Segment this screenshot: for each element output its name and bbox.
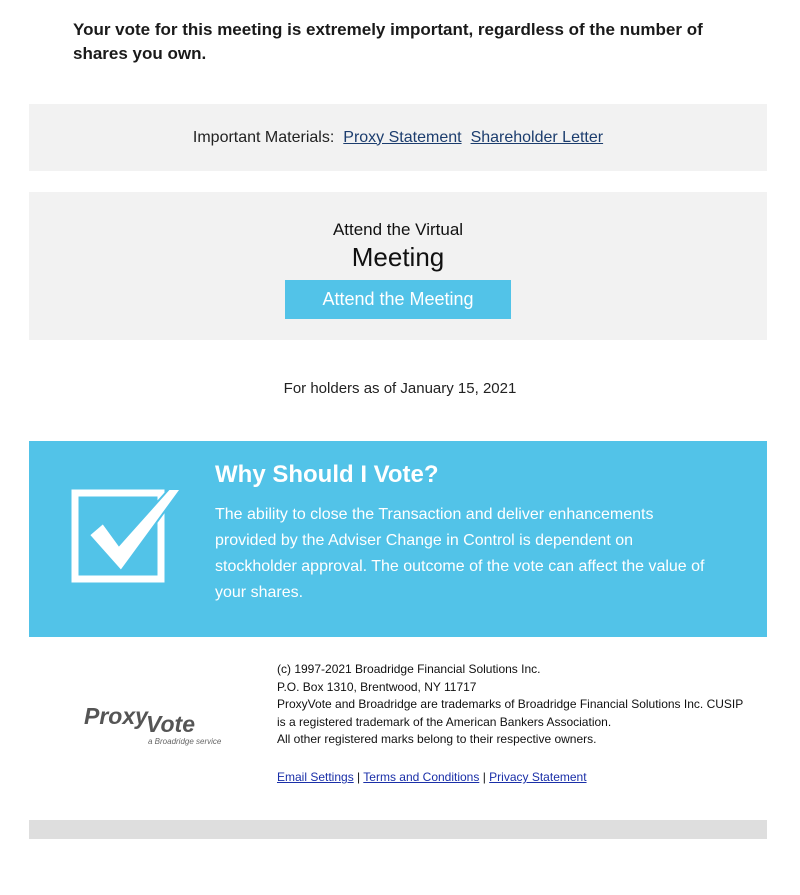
footer-separator: | — [357, 770, 361, 784]
email-settings-link[interactable]: Email Settings — [277, 770, 354, 784]
proxyvote-logo — [84, 700, 234, 748]
attend-heading-line1: Attend the Virtual — [332, 220, 464, 239]
checkmark-box-icon — [71, 483, 183, 583]
why-vote-title: Why Should I Vote? — [215, 461, 439, 488]
shareholder-letter-link[interactable]: Shareholder Letter — [470, 128, 604, 146]
holders-as-of-text: For holders as of January 15, 2021 — [283, 380, 517, 397]
footer-info — [277, 661, 747, 749]
footer-copyright: (c) 1997-2021 Broadridge Financial Solutions Inc. — [277, 662, 541, 676]
terms-and-conditions-link[interactable]: Terms and Conditions — [363, 770, 480, 784]
attend-meeting-button[interactable]: Attend the Meeting — [285, 280, 511, 319]
attend-heading-line2: Meeting — [351, 242, 445, 272]
attend-virtual-meeting-panel — [29, 192, 767, 340]
materials-label: Important Materials: — [192, 128, 335, 146]
logo-word-proxy: Proxy — [84, 703, 148, 729]
logo-word-vote: Vote — [146, 711, 195, 737]
footer-trademark: ProxyVote and Broadridge are trademarks of Broadridge Financial Solutions Inc. CUSIP is a registered trademark of the American Bankers Association. — [277, 697, 744, 729]
headline: Your vote for this meeting is extremely important, regardless of the number of shares you own. — [73, 20, 703, 63]
footer-links — [277, 770, 587, 784]
why-vote-body: The ability to close the Transaction and deliver enhancements provided by the Adviser Change in Control is dependent on stockholder approval. The outcome of the vote can affect the value of your shares. — [215, 506, 705, 601]
footer-address: P.O. Box 1310, Brentwood, NY 11717 — [277, 679, 477, 694]
important-materials-bar — [29, 104, 767, 171]
footer-other-marks: All other registered marks belong to their respective owners. — [277, 732, 597, 747]
why-vote-banner — [29, 441, 767, 637]
proxy-statement-link[interactable]: Proxy Statement — [343, 128, 462, 146]
footer-separator: | — [482, 770, 486, 784]
logo-tagline: a Broadridge service — [148, 737, 222, 746]
privacy-statement-link[interactable]: Privacy Statement — [489, 770, 587, 784]
bottom-divider-bar — [29, 820, 767, 839]
